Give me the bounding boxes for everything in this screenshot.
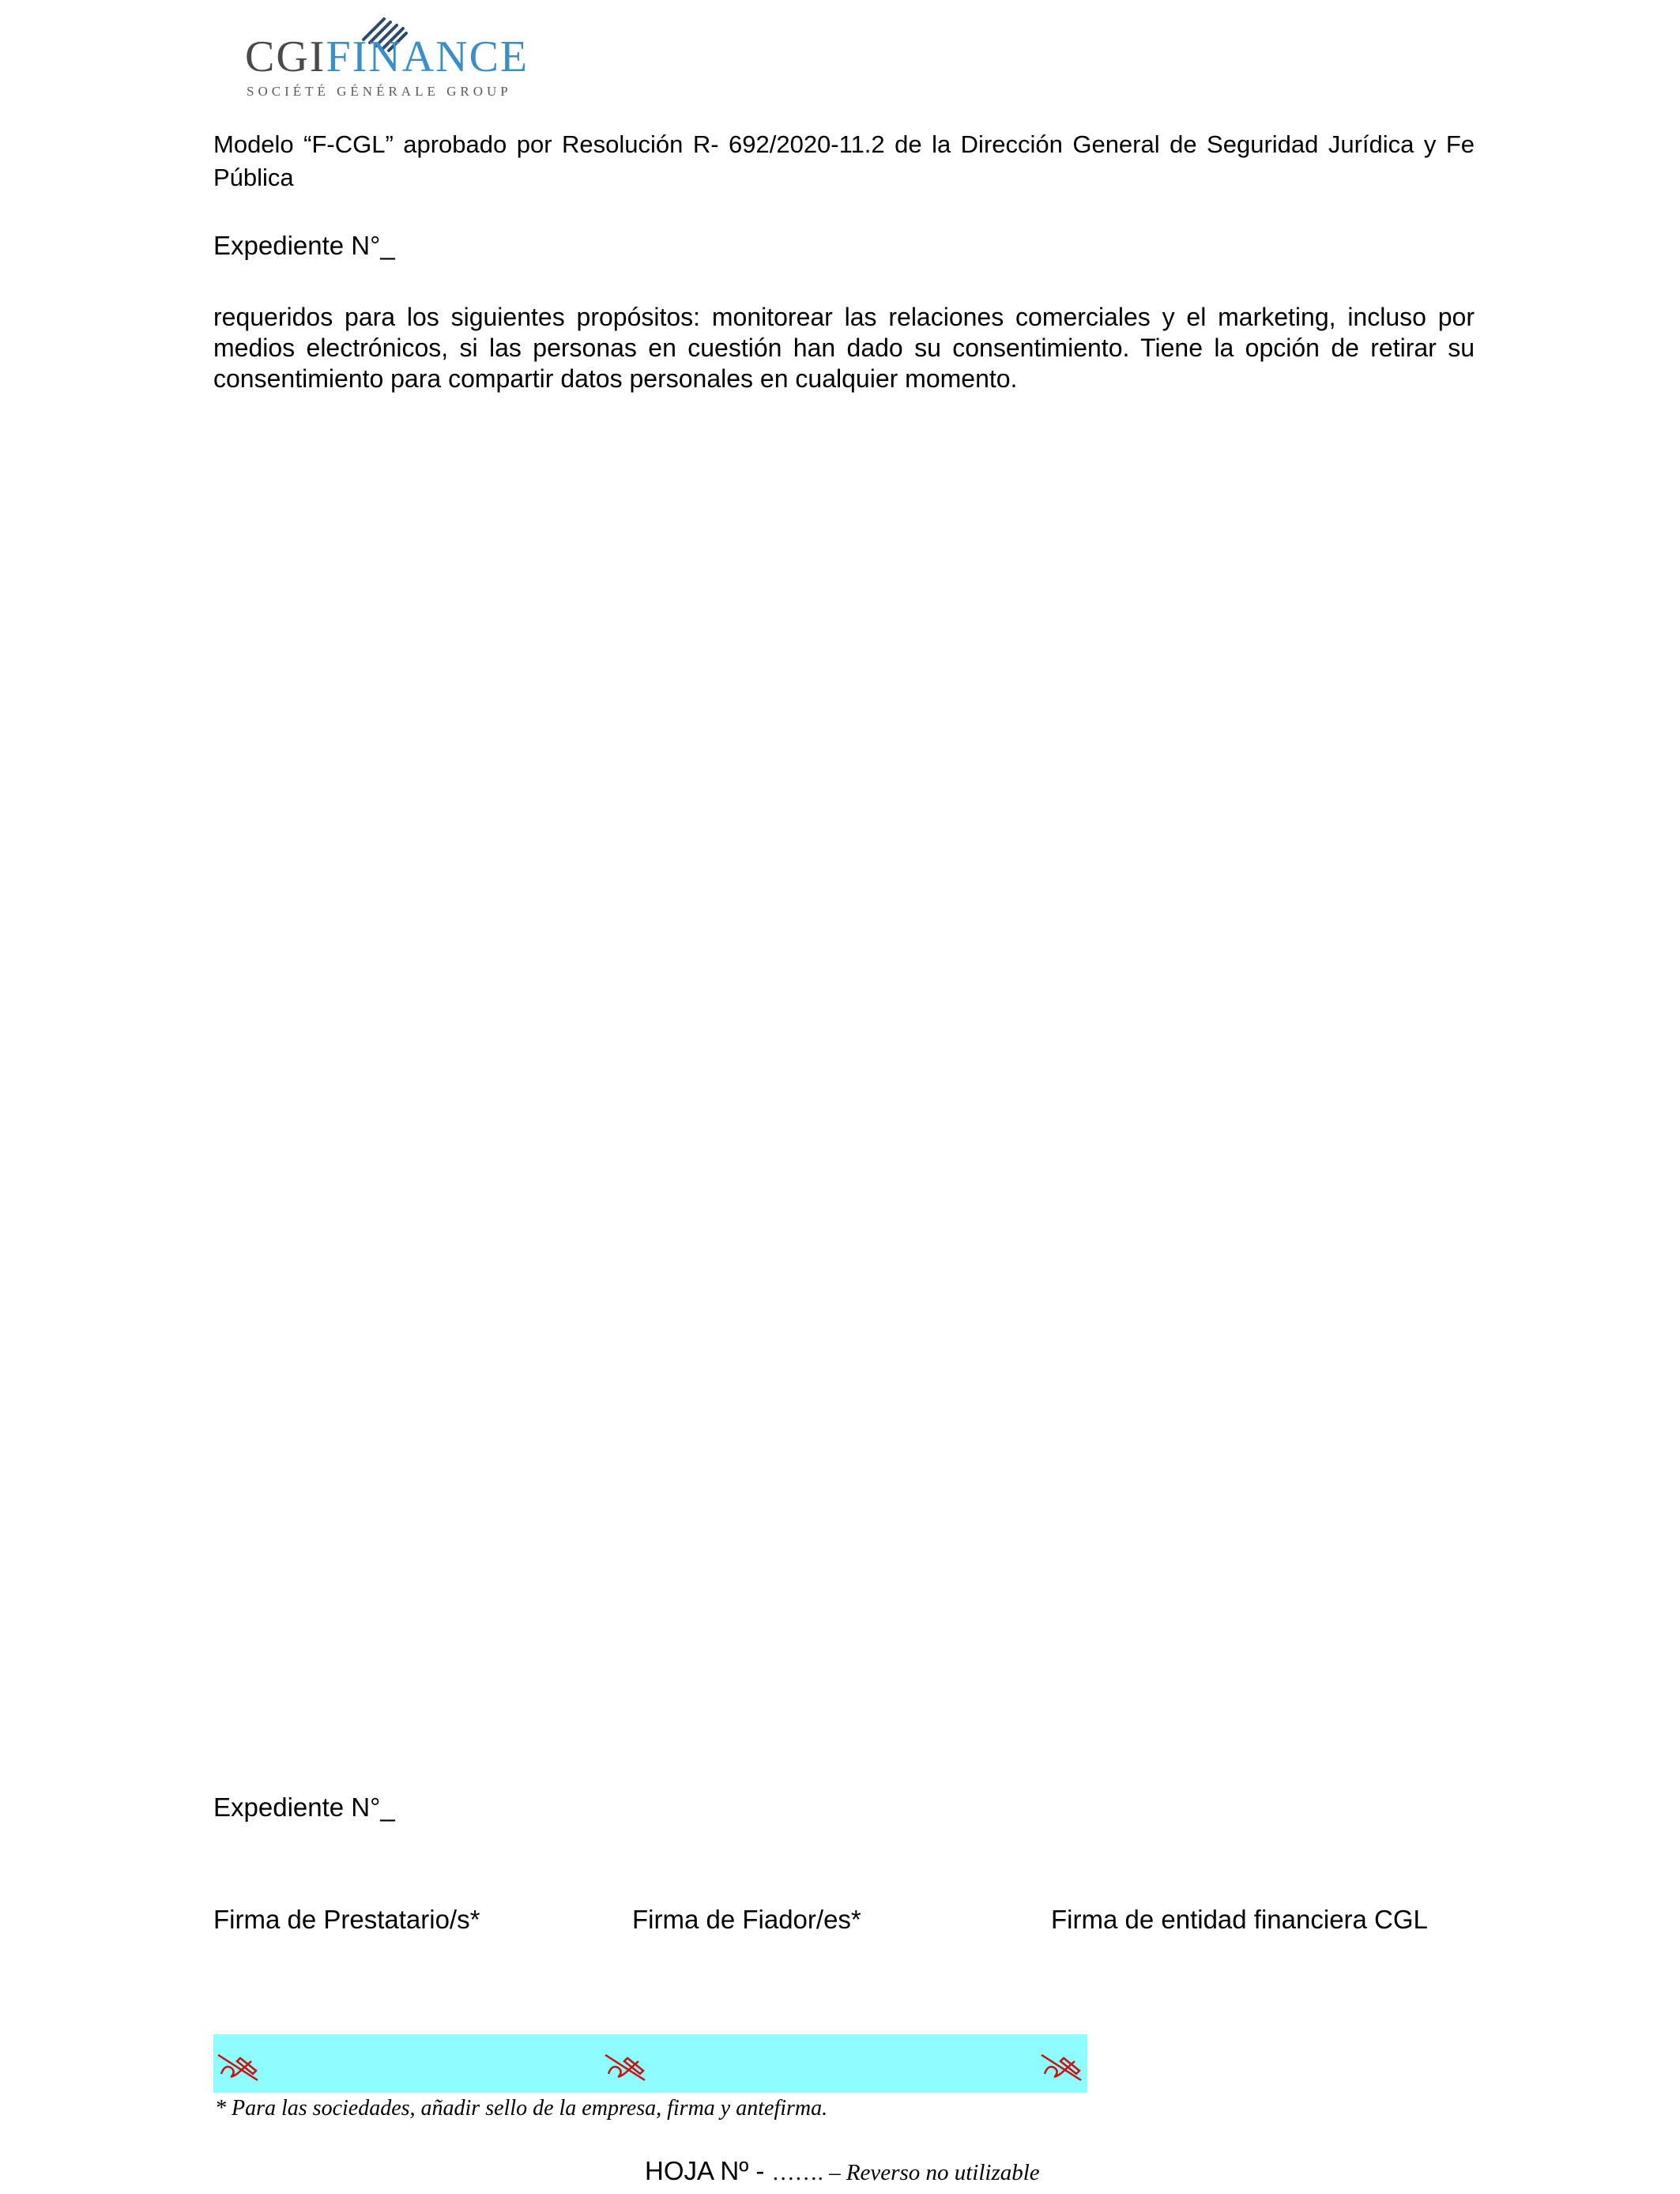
hoja-dots: ……. – <box>771 2160 846 2185</box>
signature-pen-icon[interactable] <box>217 2050 261 2082</box>
reverso-note: Reverso no utilizable <box>846 2160 1040 2185</box>
brand-name-cgi: CGI <box>245 32 326 81</box>
signature-field-bar[interactable] <box>213 2034 1087 2093</box>
consent-paragraph: requeridos para los siguientes propósitos: monitorear las relaciones comerciales y el marketing, incluso por medios electrónicos, si las personas en cuestión han dado su consentimiento. Tiene la opción de retirar su consentimiento para compartir datos personales en cualquier momento. <box>213 303 1475 393</box>
expediente-number-top: Expediente N°_ <box>213 231 395 260</box>
hoja-label: HOJA Nº - <box>645 2156 772 2185</box>
company-seal-note: * Para las sociedades, añadir sello de la empresa, firma y antefirma. <box>215 2096 828 2120</box>
signature-pen-icon[interactable] <box>604 2050 648 2082</box>
brand-tagline: SOCIÉTÉ GÉNÉRALE GROUP <box>247 84 512 99</box>
modelo-statement: Modelo “F-CGL” aprobado por Resolución R- 692/2020-11.2 de la Dirección General de Seguridad Jurídica y Fe Pública <box>213 130 1475 191</box>
signature-pen-icon[interactable] <box>1040 2050 1084 2082</box>
borrower-signature-label: Firma de Prestatario/s* <box>213 1905 480 1934</box>
expediente-number-bottom: Expediente N°_ <box>213 1793 395 1822</box>
brand-name-finance: FINANCE <box>326 32 529 81</box>
brand-logo <box>245 32 529 82</box>
guarantor-signature-label: Firma de Fiador/es* <box>632 1905 861 1934</box>
page-footer <box>645 2156 1040 2186</box>
entity-signature-label: Firma de entidad financiera CGL <box>1051 1905 1428 1934</box>
